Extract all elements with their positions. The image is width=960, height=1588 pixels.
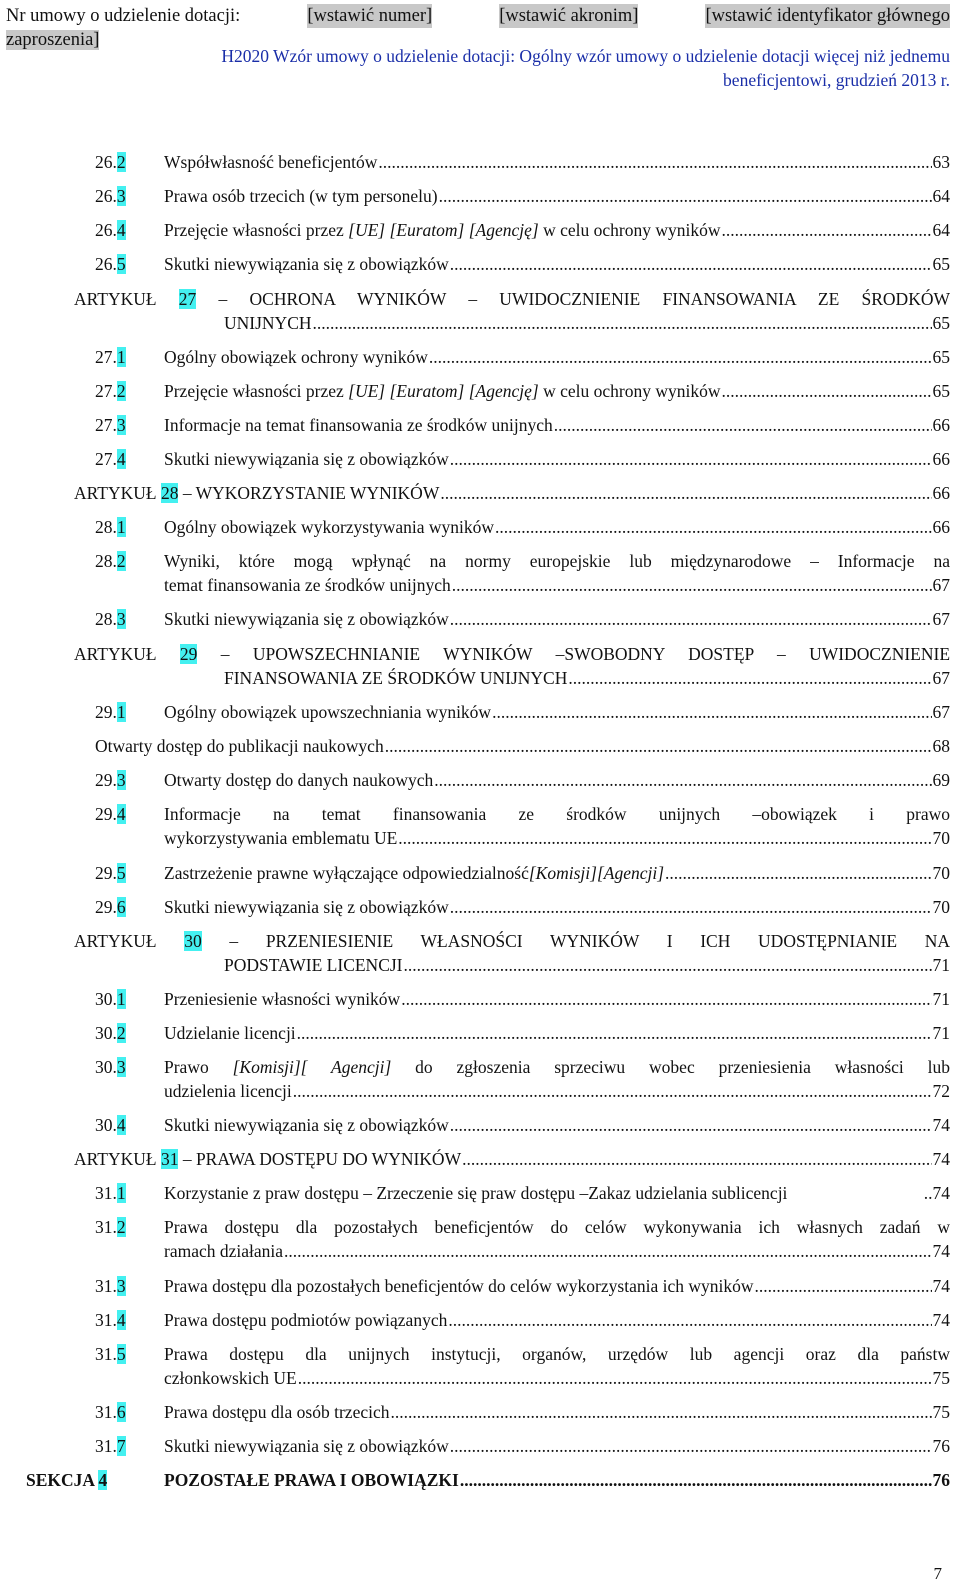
toc-number: 31.7 bbox=[95, 1436, 126, 1456]
toc-number: 31.3 bbox=[95, 1276, 126, 1296]
toc-page: 68 bbox=[932, 736, 950, 756]
toc-entry[interactable]: 31.5 Prawa dostępu dla unijnych instytucji, organów, urzędów lub agencji oraz dla państw członkowskich UE ..... 75 bbox=[95, 1342, 950, 1390]
toc-entry[interactable]: 31.1 Korzystanie z praw dostępu – Zrzeczenie się praw dostępu –Zakaz udzielania sublicencji ..74 bbox=[95, 1183, 950, 1203]
toc-number: 30.4 bbox=[95, 1115, 126, 1135]
toc-number: 27.3 bbox=[95, 415, 126, 435]
toc-entry[interactable]: 26.4 Przejęcie własności przez [UE] [Euratom] [Agencję] w celu ochrony wyników ..... 64 bbox=[95, 218, 950, 242]
toc-entry[interactable]: 31.7 Skutki niewywiązania się z obowiązków ..... 76 bbox=[95, 1434, 950, 1458]
toc-number: 29.4 bbox=[95, 804, 126, 824]
toc-page: 65 bbox=[932, 347, 950, 367]
toc-entry[interactable]: 26.3 Prawa osób trzecich (w tym personelu) ..... 64 bbox=[95, 184, 950, 208]
toc-page: 74 bbox=[932, 1241, 950, 1261]
header-line-2: zaproszenia] bbox=[6, 30, 100, 50]
toc-number: 29.6 bbox=[95, 897, 126, 917]
toc-article-entry[interactable]: ARTYKUŁ 30 – PRZENIESIENIE WŁASNOŚCI WYNIKÓW I ICH UDOSTĘPNIANIE NA PODSTAWIE LICENCJI ..... 71 bbox=[74, 929, 950, 977]
toc-page: 72 bbox=[932, 1081, 950, 1101]
toc-number: 27.1 bbox=[95, 347, 126, 367]
toc-page: ..74 bbox=[923, 1183, 950, 1203]
toc-entry[interactable]: 27.3 Informacje na temat finansowania ze środków unijnych ..... 66 bbox=[95, 413, 950, 437]
toc-number: 26.5 bbox=[95, 254, 126, 274]
toc-number: 26.4 bbox=[95, 220, 126, 240]
toc-entry[interactable]: 29.6 Skutki niewywiązania się z obowiązków ..... 70 bbox=[95, 895, 950, 919]
toc-page: 64 bbox=[932, 186, 950, 206]
toc-article-title: ARTYKUŁ 27 – OCHRONA WYNIKÓW – UWIDOCZNIENIE FINANSOWANIA ZE ŚRODKÓW bbox=[74, 289, 950, 309]
toc-number: 31.2 bbox=[95, 1217, 126, 1237]
toc-number: 30.3 bbox=[95, 1057, 126, 1077]
toc-page: 70 bbox=[932, 863, 950, 883]
toc-number: 29.1 bbox=[95, 702, 126, 722]
toc-page: 74 bbox=[932, 1115, 950, 1135]
toc-page: 70 bbox=[932, 897, 950, 917]
toc-entry[interactable]: 30.4 Skutki niewywiązania się z obowiązków ..... 74 bbox=[95, 1113, 950, 1137]
toc-page: 67 bbox=[932, 702, 950, 722]
toc-page: 65 bbox=[932, 313, 950, 333]
toc-entry[interactable]: 27.2 Przejęcie własności przez [UE] [Euratom] [Agencję] w celu ochrony wyników ..... 65 bbox=[95, 379, 950, 403]
toc-number: 27.2 bbox=[95, 381, 126, 401]
toc-number: 28.1 bbox=[95, 517, 126, 537]
placeholder-call-id: [wstawić identyfikator głównego bbox=[705, 6, 950, 26]
toc-entry[interactable]: 28.1 Ogólny obowiązek wykorzystywania wyników ..... 66 bbox=[95, 515, 950, 539]
toc-number: 31.4 bbox=[95, 1310, 126, 1330]
toc-page: 66 bbox=[932, 517, 950, 537]
toc-entry[interactable]: 30.2 Udzielanie licencji ..... 71 bbox=[95, 1021, 950, 1045]
toc-page: 66 bbox=[932, 415, 950, 435]
toc-page: 63 bbox=[932, 152, 950, 172]
toc-entry[interactable]: 26.5 Skutki niewywiązania się z obowiązków ..... 65 bbox=[95, 252, 950, 276]
toc-entry[interactable]: 29.3 Otwarty dostęp do danych naukowych ..... 69 bbox=[95, 768, 950, 792]
toc-article-entry[interactable]: ARTYKUŁ 31 – PRAWA DOSTĘPU DO WYNIKÓW ..... 74 bbox=[74, 1147, 950, 1171]
toc-number: 30.2 bbox=[95, 1023, 126, 1043]
toc-page: 75 bbox=[932, 1402, 950, 1422]
toc-entry[interactable]: 27.4 Skutki niewywiązania się z obowiązków ..... 66 bbox=[95, 447, 950, 471]
toc-page: 65 bbox=[932, 254, 950, 274]
toc-number: 26.3 bbox=[95, 186, 126, 206]
toc-entry[interactable]: 30.3 Prawo [Komisji][ Agencji] do zgłoszenia sprzeciwu wobec przeniesienia własności lub udzielenia licencji ..... 72 bbox=[95, 1055, 950, 1103]
toc-page: 74 bbox=[932, 1310, 950, 1330]
toc-page: 70 bbox=[932, 828, 950, 848]
toc-page: 67 bbox=[932, 609, 950, 629]
toc-page: 76 bbox=[932, 1470, 950, 1490]
toc-page: 71 bbox=[932, 955, 950, 975]
placeholder-number: [wstawić numer] bbox=[307, 6, 433, 26]
document-subtitle: H2020 Wzór umowy o udzielenie dotacji: Ogólny wzór umowy o udzielenie dotacji więcej niż jednemu beneficjentowi, grudzień 2013 r. bbox=[221, 46, 950, 90]
toc-number: SEKCJA 4 bbox=[26, 1470, 108, 1490]
toc-page: 71 bbox=[932, 1023, 950, 1043]
toc-number: 28.2 bbox=[95, 551, 126, 571]
toc-entry[interactable]: 31.4 Prawa dostępu podmiotów powiązanych ..... 74 bbox=[95, 1308, 950, 1332]
toc-section-entry[interactable]: SEKCJA 4 POZOSTAŁE PRAWA I OBOWIĄZKI ..... 76 bbox=[26, 1468, 950, 1492]
toc-page: 66 bbox=[932, 483, 950, 503]
toc-number: 30.1 bbox=[95, 989, 126, 1009]
toc-number: 29.5 bbox=[95, 863, 126, 883]
toc-entry[interactable]: Otwarty dostęp do publikacji naukowych ..... 68 bbox=[95, 734, 950, 758]
toc-number: 28.3 bbox=[95, 609, 126, 629]
toc-page: 76 bbox=[932, 1436, 950, 1456]
toc-entry[interactable]: 31.2 Prawa dostępu dla pozostałych beneficjentów do celów wykonywania ich własnych zadań w ramach działania ..... 74 bbox=[95, 1215, 950, 1263]
toc-number: 27.4 bbox=[95, 449, 126, 469]
toc-entry[interactable]: 27.1 Ogólny obowiązek ochrony wyników ..... 65 bbox=[95, 345, 950, 369]
toc-number: 31.5 bbox=[95, 1344, 126, 1364]
toc-page: 75 bbox=[932, 1368, 950, 1388]
toc-number: 26.2 bbox=[95, 152, 126, 172]
toc-article-entry[interactable]: ARTYKUŁ 29 – UPOWSZECHNIANIE WYNIKÓW –SWOBODNY DOSTĘP – UWIDOCZNIENIE FINANSOWANIA ZE ŚRODKÓW UNIJNYCH ..... 67 bbox=[74, 642, 950, 690]
toc-page: 64 bbox=[932, 220, 950, 240]
toc-page: 65 bbox=[932, 381, 950, 401]
toc-page: 67 bbox=[932, 575, 950, 595]
toc-article-entry[interactable]: ARTYKUŁ 27 – OCHRONA WYNIKÓW – UWIDOCZNIENIE FINANSOWANIA ZE ŚRODKÓW UNIJNYCH ..... 65 bbox=[74, 287, 950, 335]
toc-article-entry[interactable]: ARTYKUŁ 28 – WYKORZYSTANIE WYNIKÓW ..... 66 bbox=[74, 481, 950, 505]
toc-entry[interactable]: 31.3 Prawa dostępu dla pozostałych beneficjentów do celów wykorzystania ich wyników ..... 74 bbox=[95, 1274, 950, 1298]
placeholder-acronym: [wstawić akronim] bbox=[499, 6, 639, 26]
toc-entry[interactable]: 26.2 Współwłasność beneficjentów ..... 63 bbox=[95, 150, 950, 174]
toc-page: 74 bbox=[932, 1276, 950, 1296]
page-number: 7 bbox=[933, 1564, 942, 1583]
toc-entry[interactable]: 31.6 Prawa dostępu dla osób trzecich ..... 75 bbox=[95, 1400, 950, 1424]
toc-entry[interactable]: 28.3 Skutki niewywiązania się z obowiązków ..... 67 bbox=[95, 607, 950, 631]
toc-number: 29.3 bbox=[95, 770, 126, 790]
toc-entry[interactable]: 29.4 Informacje na temat finansowania ze środków unijnych –obowiązek i prawo wykorzystywania emblematu UE ..... 70 bbox=[95, 802, 950, 850]
toc-entry[interactable]: 29.1 Ogólny obowiązek upowszechniania wyników ..... 67 bbox=[95, 700, 950, 724]
toc-page: 74 bbox=[932, 1149, 950, 1169]
toc-page: 69 bbox=[932, 770, 950, 790]
toc-page: 67 bbox=[932, 668, 950, 688]
toc-entry[interactable]: 29.5 Zastrzeżenie prawne wyłączające odpowiedzialność[Komisji][Agencji] ..... 70 bbox=[95, 861, 950, 885]
toc-entry[interactable]: 30.1 Przeniesienie własności wyników ..... 71 bbox=[95, 987, 950, 1011]
toc-page: 66 bbox=[932, 449, 950, 469]
toc-number: 31.6 bbox=[95, 1402, 126, 1422]
toc-number: 31.1 bbox=[95, 1183, 126, 1203]
toc-page: 71 bbox=[932, 989, 950, 1009]
header-line-1: Nr umowy o udzielenie dotacji: [wstawić numer] [wstawić akronim] [wstawić identyfikator głównego bbox=[6, 6, 950, 26]
toc-entry[interactable]: 28.2 Wyniki, które mogą wpłynąć na normy europejskie lub międzynarodowe – Informacje na temat finansowania ze środków unijnych ..... 67 bbox=[95, 549, 950, 597]
